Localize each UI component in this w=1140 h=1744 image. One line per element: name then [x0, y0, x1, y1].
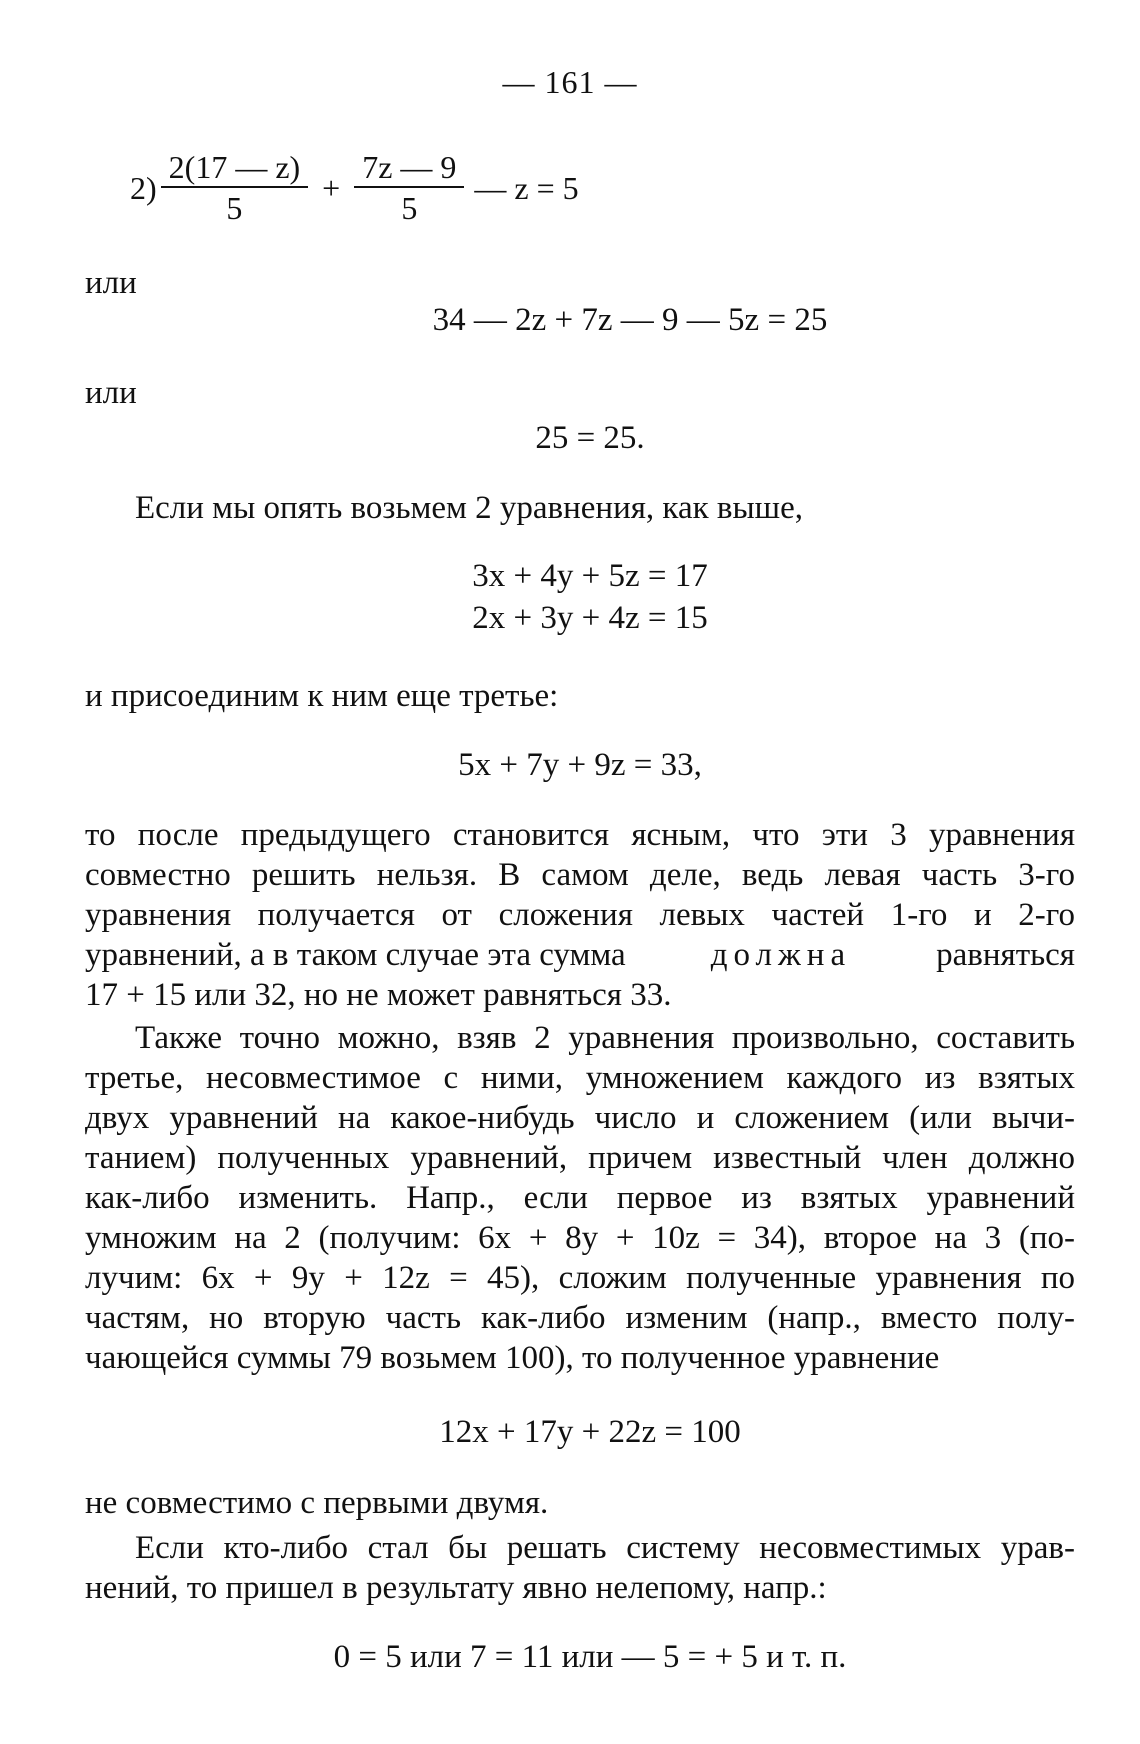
emphasized-word: должна	[710, 937, 852, 973]
paragraph-line: Также точно можно, взяв 2 уравнения произвольно, составить	[135, 1020, 1075, 1056]
equation-identity: 25 = 25.	[535, 420, 645, 456]
paragraph-line: чающейся суммы 79 возьмем 100), то полученное уравнение	[85, 1340, 940, 1376]
absurd-results: 0 = 5 или 7 = 11 или — 5 = + 5 и т. п.	[333, 1639, 847, 1675]
paragraph-line: Если кто-либо стал бы решать систему несовместимых урав-	[135, 1530, 1075, 1566]
paragraph-line: третье, несовместимое с ними, умножением каждого из взятых	[85, 1060, 1075, 1096]
system-equation-1: 3x + 4y + 5z = 17	[472, 558, 708, 594]
paragraph-line: частям, но вторую часть как-либо изменим (напр., вместо полу-	[85, 1300, 1075, 1336]
paragraph-line: уравнения получается от сложения левых частей 1-го и 2-го	[85, 897, 1075, 933]
result-equation: 12x + 17y + 22z = 100	[439, 1414, 741, 1450]
paragraph-line: умножим на 2 (получим: 6x + 8y + 10z = 34), второе на 3 (по-	[85, 1220, 1075, 1256]
equation-2	[130, 148, 579, 228]
paragraph-line: 17 + 15 или 32, но не может равняться 33.	[85, 977, 672, 1013]
third-equation: 5x + 7y + 9z = 33,	[458, 747, 702, 783]
paragraph-line: Если мы опять возьмем 2 уравнения, как выше,	[135, 490, 803, 526]
equation-expanded: 34 — 2z + 7z — 9 — 5z = 25	[432, 302, 828, 338]
connector-or: или	[85, 265, 137, 301]
equation-tail: — z = 5	[474, 169, 579, 206]
fraction-1	[161, 150, 309, 226]
connector-or: или	[85, 375, 137, 411]
fraction-1-denominator: 5	[226, 190, 243, 226]
paragraph-line: и присоединим к ним еще третье:	[85, 678, 559, 714]
paragraph-line: то после предыдущего становится ясным, что эти 3 уравнения	[85, 817, 1075, 853]
paragraph-line: совместно решить нельзя. В самом деле, ведь левая часть 3-го	[85, 857, 1075, 893]
plus-sign: +	[322, 169, 341, 206]
fraction-2	[354, 150, 464, 226]
fraction-1-numerator: 2(17 — z)	[161, 150, 309, 188]
paragraph-line: танием) полученных уравнений, причем известный член должно	[85, 1140, 1075, 1176]
line-text: уравнений, а в таком случае эта сумма	[85, 937, 626, 973]
paragraph-line: не совместимо с первыми двумя.	[85, 1485, 549, 1521]
paragraph-line: нений, то пришел в результату явно нелепому, напр.:	[85, 1570, 827, 1606]
system-equation-2: 2x + 3y + 4z = 15	[472, 600, 708, 636]
line-text: равняться	[936, 937, 1075, 973]
paragraph-line: двух уравнений на какое-нибудь число и сложением (или вычи-	[85, 1100, 1075, 1136]
equation-label: 2)	[130, 169, 157, 206]
paragraph-line: как-либо изменить. Напр., если первое из взятых уравнений	[85, 1180, 1075, 1216]
fraction-2-denominator: 5	[401, 190, 418, 226]
paragraph-line	[85, 935, 1075, 975]
fraction-2-numerator: 7z — 9	[354, 150, 464, 188]
paragraph-line: лучим: 6x + 9y + 12z = 45), сложим полученные уравнения по	[85, 1260, 1075, 1296]
page-number: — 161 —	[502, 64, 638, 100]
